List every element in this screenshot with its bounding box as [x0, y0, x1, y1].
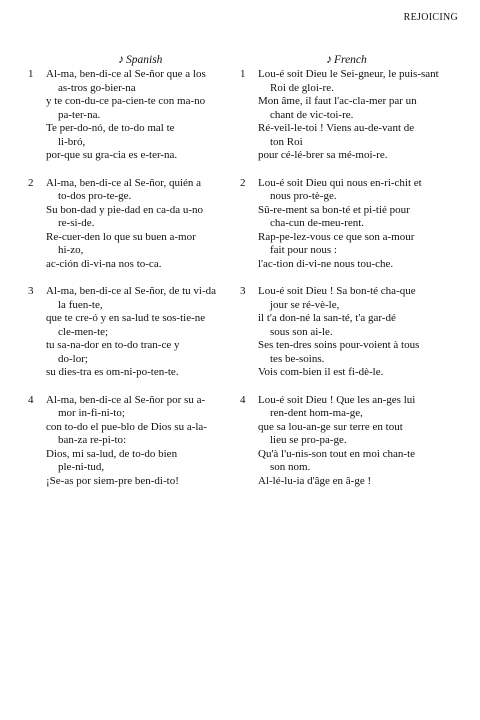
verse-line: Qu'à l'u-nis-son tout en moi chan-te	[258, 447, 416, 460]
verse-line: Al-ma, ben-di-ce al Se-ñor por su a-	[46, 393, 206, 406]
verse-line: que sa lou-an-ge sur terre en tout	[258, 420, 403, 433]
verse-line: y te con-du-ce pa-cien-te con ma-no	[46, 95, 206, 107]
verse-line: son nom.	[270, 461, 311, 473]
verse-number: 3	[28, 285, 34, 297]
verse-line: ren-dent hom-ma-ge,	[270, 407, 363, 419]
verse-line: la fuen-te,	[58, 298, 103, 311]
verse-number: 4	[28, 393, 34, 406]
verse-line: do-lor;	[58, 352, 88, 365]
verse-line: mor in-fi-ni-to;	[58, 407, 125, 419]
verse-line: por-que su gra-cia es e-ter-na.	[46, 149, 178, 161]
verse-line: Lou-é soit Dieu le Sei-gneur, le puis-sant	[258, 68, 439, 80]
verse-line: Dios, mi sa-lud, de to-do bien	[46, 447, 178, 460]
verse-line: Lou-é soit Dieu ! Sa bon-té cha-que	[258, 285, 416, 297]
verse-number: 3	[240, 285, 246, 297]
verse-line: Rap-pe-lez-vous ce que son a-mour	[258, 230, 415, 243]
verse-line: pour cé-lé-brer sa mé-moi-re.	[258, 149, 388, 161]
music-note-icon: ♪	[326, 52, 332, 66]
verse-line: Su bon-dad y pie-dad en ca-da u-no	[46, 203, 204, 216]
french-verse	[240, 285, 458, 380]
verse-number: 2	[240, 176, 246, 189]
verse-number: 1	[28, 68, 34, 80]
spanish-verse	[28, 68, 238, 163]
verse-line: ton Roi	[270, 135, 303, 148]
verse-line: lieu se pro-pa-ge.	[270, 434, 347, 446]
verse-line: ac-ción di-vi-na nos to-ca.	[46, 257, 162, 270]
verse-line: Lou-é soit Dieu qui nous en-ri-chit et	[258, 176, 422, 189]
verse-line: hi-zo,	[58, 244, 84, 256]
french-column	[240, 68, 458, 502]
verse-line: re-si-de.	[58, 217, 95, 229]
spanish-column	[28, 68, 238, 502]
verse-line: Al-ma, ben-di-ce al Se-ñor que a los	[46, 68, 206, 80]
spanish-verse	[28, 285, 238, 380]
verse-number: 4	[240, 393, 246, 406]
section-header: REJOICING	[403, 12, 458, 23]
verse-line: Vois com-bien il est fi-dè-le.	[258, 366, 384, 378]
verse-line: Te per-do-nó, de to-do mal te	[46, 122, 175, 134]
verse-line: Ses ten-dres soins pour-voient à tous	[258, 339, 420, 351]
verse-line: l'ac-tion di-vi-ne nous tou-che.	[258, 257, 394, 270]
verse-line: Al-ma, ben-di-ce al Se-ñor, quién a	[46, 176, 202, 189]
verse-number: 1	[240, 68, 246, 80]
verse-line: tu sa-na-dor en to-do tran-ce y	[46, 339, 180, 351]
french-verse	[240, 177, 458, 272]
verse-line: li-bró,	[58, 135, 86, 148]
french-title-text: French	[334, 54, 367, 66]
verse-line: pa-ter-na.	[58, 108, 101, 121]
verse-line: Mon âme, il faut l'ac-cla-mer par un	[258, 95, 417, 107]
verse-line: cha-cun de-meu-rent.	[270, 217, 365, 229]
verse-line: que te cre-ó y en sa-lud te sos-tie-ne	[46, 312, 206, 324]
verse-line: con to-do el pue-blo de Dios su a-la-	[46, 420, 207, 433]
verse-line: Re-cuer-den lo que su buen a-mor	[46, 230, 196, 243]
spanish-verse	[28, 177, 238, 272]
verse-line: tes be-soins.	[270, 352, 325, 365]
french-verse	[240, 394, 458, 489]
verse-line: as-tros go-bier-na	[58, 81, 136, 94]
verse-line: to-dos pro-te-ge.	[58, 190, 132, 202]
verse-line: su dies-tra es om-ni-po-ten-te.	[46, 366, 179, 378]
verse-line: Sû-re-ment sa bon-té et pi-tié pour	[258, 203, 410, 216]
verse-line: nous pro-tè-ge.	[270, 190, 337, 202]
spanish-verse	[28, 394, 238, 489]
spanish-title-text: Spanish	[126, 54, 163, 66]
verse-line: ¡Se-as por siem-pre ben-di-to!	[46, 474, 179, 487]
music-note-icon: ♪	[118, 52, 124, 66]
verse-line: fait pour nous :	[270, 244, 337, 256]
verse-line: Lou-é soit Dieu ! Que les an-ges lui	[258, 393, 416, 406]
verse-line: ban-za re-pi-to:	[58, 434, 127, 446]
verse-line: Al-ma, ben-di-ce al Se-ñor, de tu vi-da	[46, 285, 216, 297]
verse-line: Ré-veil-le-toi ! Viens au-de-vant de	[258, 122, 415, 134]
verse-line: sous son ai-le.	[270, 325, 333, 338]
verse-line: chant de vic-toi-re.	[270, 108, 354, 121]
french-title	[326, 52, 367, 67]
verse-line: ple-ni-tud,	[58, 461, 105, 473]
french-verse	[240, 68, 458, 163]
verse-line: il t'a don-né la san-té, t'a gar-dé	[258, 312, 396, 324]
verse-line: Roi de gloi-re.	[270, 81, 334, 94]
verse-line: Al-lé-lu-ia d'âge en â-ge !	[258, 474, 372, 487]
verse-line: jour se ré-vè-le,	[270, 298, 340, 311]
spanish-title	[118, 52, 162, 67]
verse-line: cle-men-te;	[58, 325, 109, 338]
verse-number: 2	[28, 176, 34, 189]
